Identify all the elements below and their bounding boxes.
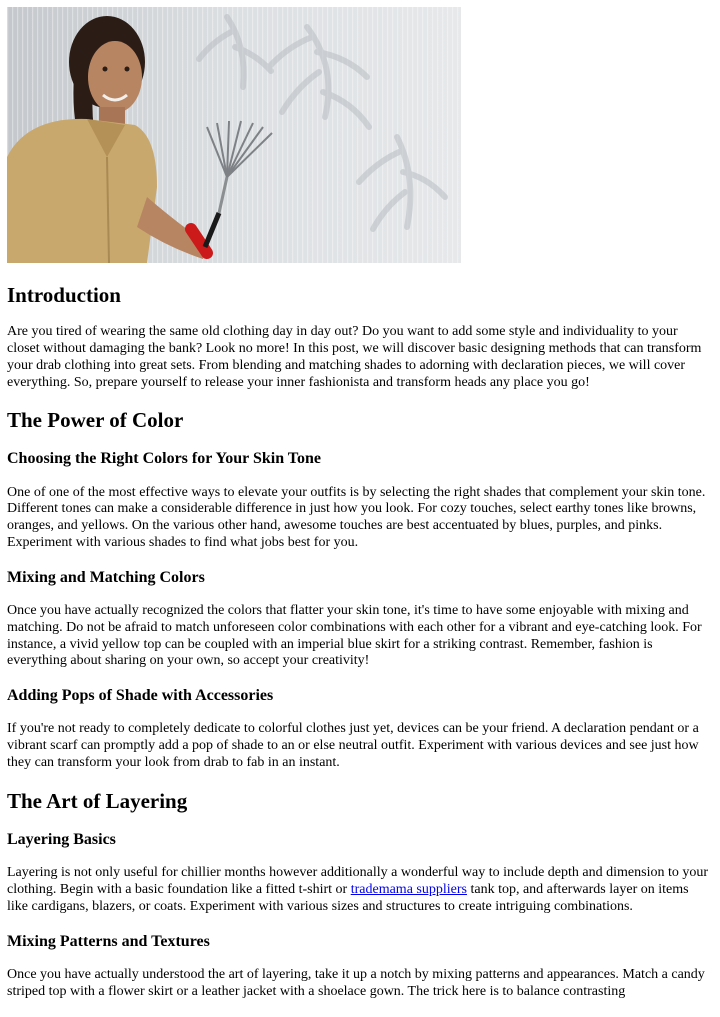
patterns-heading: Mixing Patterns and Textures — [7, 932, 210, 950]
intro-title: Introduction — [7, 283, 121, 307]
mixing-heading: Mixing and Matching Colors — [7, 568, 205, 586]
patterns-body: Once you have actually understood the art of layering, take it up a notch by mixing patterns and appearances. Match a candy striped top with a flower skirt or a leather jacket with a shoelace gown. The trick here is to balance contrasting — [7, 966, 705, 999]
accessories-heading: Adding Pops of Shade with Accessories — [7, 687, 274, 705]
trademama-suppliers-link[interactable]: trademama suppliers — [350, 881, 467, 897]
intro-body: Are you tired of wearing the same old clothing day in day out? Do you want to add some style and individuality to your closet without damaging the bank? Look no more! In this post, we will discover basic designing methods that can transform your drab clothing into great sets. From blending and matching shades to adorning with declaration pieces, we will cover everything. So, prepare yourself to release your inner fashionista and transform heads any place you go! — [7, 324, 702, 390]
mixing-body: Once you have actually recognized the colors that flatter your skin tone, it's time to have some enjoyable with mixing and matching. Do not be afraid to match unforeseen color combinations with each other for a vibrant and eye-catching look. For instance, a vivid yellow top can be coupled with an imperial blue skirt for a striking contrast. Remember, fashion is everything about sharing on your own, so accept your creativity! — [7, 603, 702, 669]
color-title: The Power of Color — [7, 408, 184, 433]
skin-tone-heading: Choosing the Right Colors for Your Skin Tone — [7, 450, 321, 468]
article-content — [7, 270, 713, 1000]
layering-basics-body — [7, 865, 713, 915]
layering-title: The Art of Layering — [7, 788, 188, 813]
accessories-body: If you're not ready to completely dedicate to colorful clothes just yet, devices can be your friend. A declaration pendant or a vibrant scarf can promptly add a pop of shade to an or else neutral outfit. Experiment with various devices and see just how they can transform your look from drab to fab in an instant. — [7, 721, 699, 770]
skin-tone-body: One of one of the most effective ways to elevate your outfits is by selecting the right shades that complement your skin tone. Different tones can make a considerable difference in just how you look. For cozy touches, select earthy tones like browns, oranges, and yellows. On the various other hand, awesome touches are best accentuated by blues, purples, and pinks. Experiment with various shades to find what jobs best for you. — [7, 484, 706, 551]
layering-basics-text-before: Layering is not only useful for chillier months however additionally a wonderful way to include depth and dimension to your clothing. Begin with a basic foundation like a fitted t-shirt or — [7, 865, 709, 897]
hero-image — [7, 7, 461, 263]
layering-basics-heading: Layering Basics — [7, 830, 116, 848]
layering-basics-text-after: tank top, and afterwards layer on items like cardigans, blazers, or coats. Experiment with various sizes and structures to create intriguing combinations. — [7, 881, 689, 914]
